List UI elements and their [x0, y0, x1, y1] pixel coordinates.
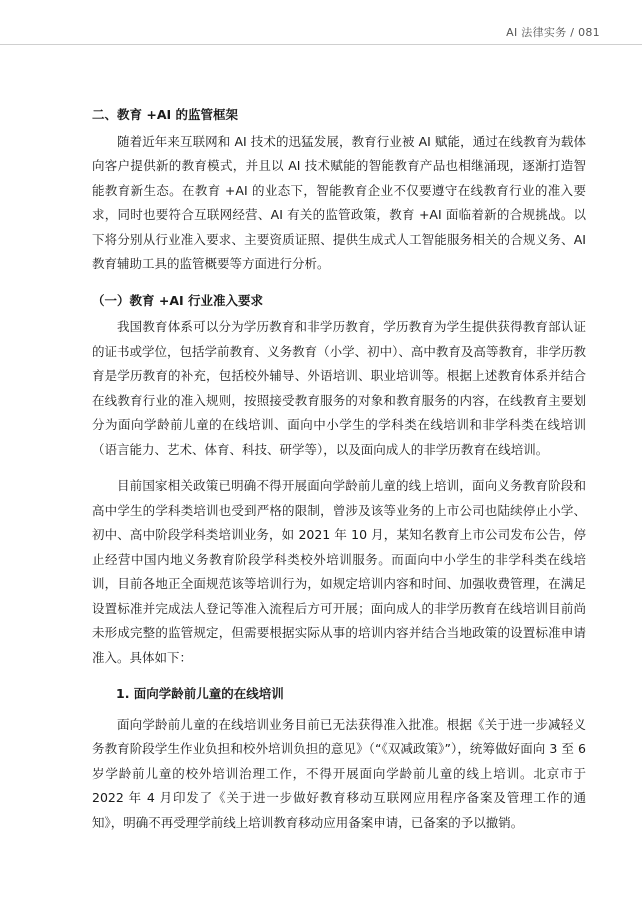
preschool-paragraph: 面向学龄前儿童的在线培训业务目前已无法获得准入批准。根据《关于进一步减轻义务教育阶段学生作业负担和校外培训负担的意见》（“《双减政策》”），统筹做好面向 3 至 6 岁学龄前儿童的校外培训治理工作，不得开展面向学龄前儿童的线上培训。北京市于 2022 年 4 月印发了《关于进一步做好教育移动互联网应用程序备案及管理工作的通知》，明确不再受理学前线上培训教育移动应用备案申请，已备案的予以撤销。: [92, 716, 586, 830]
item-heading: 1. 面向学龄前儿童的在线培训: [116, 686, 284, 701]
policy-paragraph: 目前国家相关政策已明确不得开展面向学龄前儿童的线上培训，面向义务教育阶段和高中学生的学科类培训也受到严格的限制，曾涉及该等业务的上市公司也陆续停止小学、初中、高中阶段学科类培训业务，如 2021 年 10 月，某知名教育上市公司发布公告，停止经营中国内地义务教育阶段学科类校外培训服务。而面向中小学生的非学科类在线培训，目前各地正全面规范该等培训行为，如规定培训内容和时间、加强收费管理，在满足设置标准并完成法人登记等准入流程后方可开展；面向成人的非学历教育在线培训目前尚未形成完整的监管规定，但需要根据实际从事的培训内容并结合当地政策的设置标准申请准入。具体如下：: [92, 478, 586, 665]
section-heading: 二、教育 +AI 的监管框架: [92, 107, 239, 122]
subsection-heading: （一）教育 +AI 行业准入要求: [92, 292, 264, 308]
header-rule: [0, 44, 642, 45]
page-body: [92, 103, 586, 845]
running-header: AI 法律实务 / 081: [506, 26, 600, 39]
education-system-paragraph: 我国教育体系可以分为学历教育和非学历教育，学历教育为学生提供获得教育部认证的证书或学位，包括学前教育、义务教育（小学、初中）、高中教育及高等教育，非学历教育是学历教育的补充，包括校外辅导、外语培训、职业培训等。根据上述教育体系并结合在线教育行业的准入规则，按照接受教育服务的对象和教育服务的内容，在线教育主要划分为面向学龄前儿童的在线培训、面向中小学生的学科类在线培训和非学科类在线培训（语言能力、艺术、体育、科技、研学等），以及面向成人的非学历教育在线培训。: [92, 319, 586, 457]
section-intro-paragraph: 随着近年来互联网和 AI 技术的迅猛发展，教育行业被 AI 赋能，通过在线教育为载体向客户提供新的教育模式，并且以 AI 技术赋能的智能教育产品也相继涌现，逐渐打造智能教育新生态。在教育 +AI 的业态下，智能教育企业不仅要遵守在线教育行业的准入要求，同时也要符合互联网经营、AI 有关的监管政策，教育 +AI 面临着新的合规挑战。以下将分别从行业准入要求、主要资质证照、提供生成式人工智能服务相关的合规义务、AI 教育辅助工具的监管概要等方面进行分析。: [92, 133, 586, 271]
